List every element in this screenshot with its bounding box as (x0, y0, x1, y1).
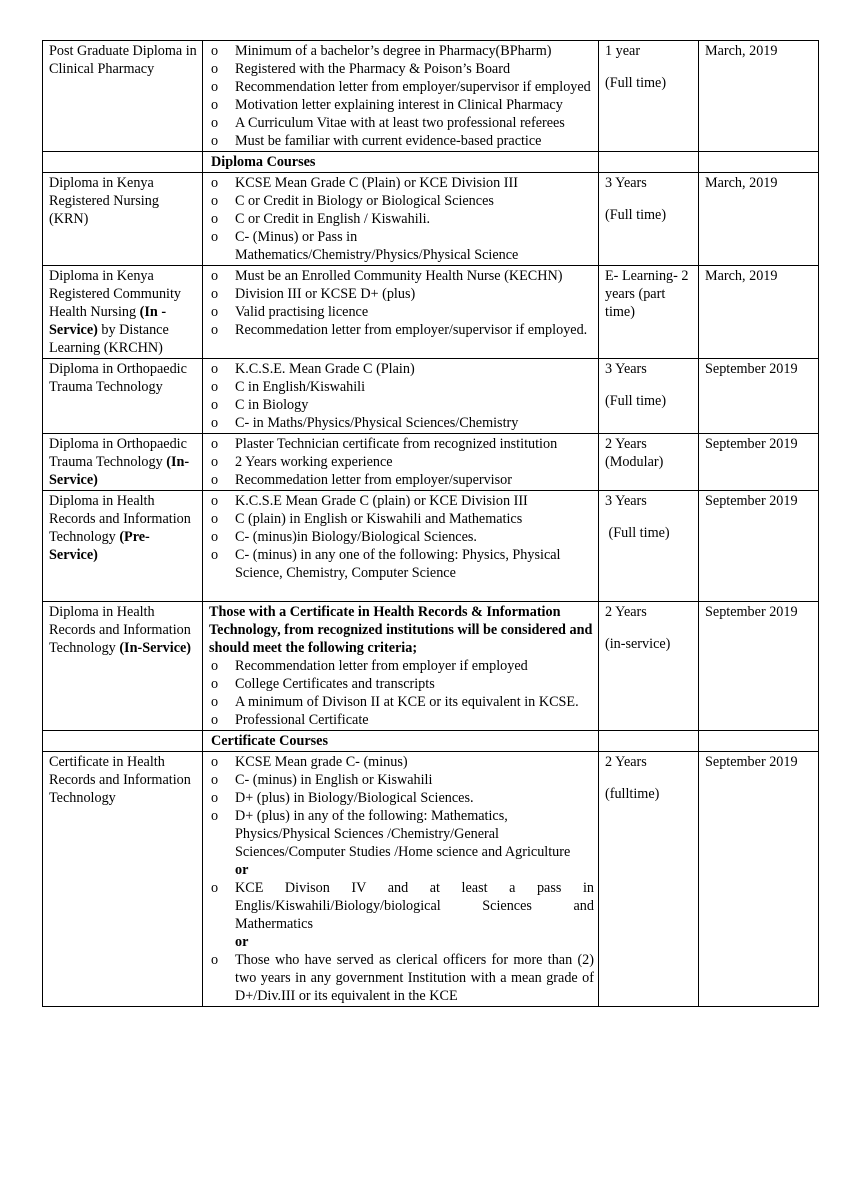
requirement-item: o C or Credit in Biology or Biological Sciences (209, 192, 594, 210)
requirement-item: o Motivation letter explaining interest in Clinical Pharmacy (209, 96, 594, 114)
intake: September 2019 (699, 491, 819, 602)
requirements (203, 266, 599, 359)
duration: 3 Years (Full time) (599, 173, 699, 266)
requirement-item: o C- (minus)in Biology/Biological Sciences. (209, 528, 594, 546)
requirement-item: o C in English/Kiswahili (209, 378, 594, 396)
course-row (43, 752, 819, 1007)
requirement-item: o D+ (plus) in Biology/Biological Sciences. (209, 789, 594, 807)
duration: 3 Years (Full time) (599, 491, 699, 602)
requirement-item: o C- (minus) in English or Kiswahili (209, 771, 594, 789)
requirement-item: o Division III or KCSE D+ (plus) (209, 285, 594, 303)
intake: September 2019 (699, 359, 819, 434)
requirements (203, 173, 599, 266)
or-separator: or (235, 862, 249, 878)
intake: September 2019 (699, 434, 819, 491)
requirement-item: o C or Credit in English / Kiswahili. (209, 210, 594, 228)
requirement-item: o KCSE Mean Grade C (Plain) or KCE Division III (209, 174, 594, 192)
course-name: Diploma in Orthopaedic Trauma Technology (In-Service) (43, 434, 203, 491)
requirements (203, 491, 599, 602)
course-name: Diploma in Kenya Registered Nursing (KRN) (43, 173, 203, 266)
course-name: Diploma in Orthopaedic Trauma Technology (43, 359, 203, 434)
requirement-item: o 2 Years working experience (209, 453, 594, 471)
intake: September 2019 (699, 752, 819, 1007)
requirement-item: o D+ (plus) in any of the following: Mathematics, Physics/Physical Sciences /Chemistry/General Sciences/Computer Studies /Home science and Agriculture (209, 807, 594, 861)
requirement-item: o C (plain) in English or Kiswahili and Mathematics (209, 510, 594, 528)
requirement-item: o Recommedation letter from employer/supervisor if employed. (209, 321, 594, 339)
requirements (203, 359, 599, 434)
course-name: Certificate in Health Records and Information Technology (43, 752, 203, 1007)
requirement-item: o Recommedation letter from employer/supervisor (209, 471, 594, 489)
requirement-item: o Those who have served as clerical officers for more than (2) two years in any government Institution with a mean grade of D+/Div.III or its equivalent in the KCE (209, 951, 594, 1005)
course-row (43, 434, 819, 491)
requirement-item: o Recommendation letter from employer/supervisor if employed (209, 78, 594, 96)
requirements (203, 41, 599, 152)
requirement-item: o K.C.S.E. Mean Grade C (Plain) (209, 360, 594, 378)
course-row (43, 173, 819, 266)
requirement-item: o KCSE Mean grade C- (minus) (209, 753, 594, 771)
requirement-item: o C- (Minus) or Pass in Mathematics/Chemistry/Physics/Physical Science (209, 228, 594, 264)
duration: E- Learning- 2 years (part time) (599, 266, 699, 359)
course-row (43, 41, 819, 152)
requirement-item: o C in Biology (209, 396, 594, 414)
section-title: Certificate Courses (203, 731, 599, 752)
intake: March, 2019 (699, 173, 819, 266)
course-name: Post Graduate Diploma in Clinical Pharmacy (43, 41, 203, 152)
requirement-item: o Must be familiar with current evidence-based practice (209, 132, 594, 150)
requirements (203, 434, 599, 491)
course-name: Diploma in Health Records and Information Technology (In-Service) (43, 602, 203, 731)
requirement-item: o Plaster Technician certificate from recognized institution (209, 435, 594, 453)
section-title: Diploma Courses (203, 152, 599, 173)
duration: 2 Years (fulltime) (599, 752, 699, 1007)
requirement-item: o Must be an Enrolled Community Health Nurse (KECHN) (209, 267, 594, 285)
requirement-item: o C- (minus) in any one of the following: Physics, Physical Science, Chemistry, Computer Science (209, 546, 594, 582)
duration: 1 year (Full time) (599, 41, 699, 152)
requirement-item: o Recommendation letter from employer if employed (209, 657, 594, 675)
intake: March, 2019 (699, 41, 819, 152)
requirements (203, 752, 599, 1007)
intake: March, 2019 (699, 266, 819, 359)
requirement-item: o Registered with the Pharmacy & Poison’s Board (209, 60, 594, 78)
course-row (43, 602, 819, 731)
course-row (43, 266, 819, 359)
course-row (43, 491, 819, 602)
courses-table (42, 40, 819, 1007)
requirement-item: o A Curriculum Vitae with at least two professional referees (209, 114, 594, 132)
requirement-item: o Professional Certificate (209, 711, 594, 729)
duration: 2 Years (Modular) (599, 434, 699, 491)
section-row (43, 731, 819, 752)
requirement-item: o K.C.S.E Mean Grade C (plain) or KCE Division III (209, 492, 594, 510)
intake: September 2019 (699, 602, 819, 731)
or-separator: or (235, 934, 249, 950)
requirement-item: o A minimum of Divison II at KCE or its equivalent in KCSE. (209, 693, 594, 711)
requirement-item: o C- in Maths/Physics/Physical Sciences/Chemistry (209, 414, 594, 432)
requirement-item: o Minimum of a bachelor’s degree in Pharmacy(BPharm) (209, 42, 594, 60)
section-row (43, 152, 819, 173)
requirement-item: o College Certificates and transcripts (209, 675, 594, 693)
requirement-item: o KCE Divison IV and at least a pass in Englis/Kiswahili/Biology/biological Sciences and Mathermatics (209, 879, 594, 933)
criteria-intro: Those with a Certificate in Health Records & Information Technology, from recognized institutions will be considered and should meet the following criteria; (209, 604, 593, 656)
course-name: Diploma in Health Records and Information Technology (Pre-Service) (43, 491, 203, 602)
requirements (203, 602, 599, 731)
duration: 3 Years (Full time) (599, 359, 699, 434)
requirement-item: o Valid practising licence (209, 303, 594, 321)
duration: 2 Years (in-service) (599, 602, 699, 731)
course-row (43, 359, 819, 434)
course-name: Diploma in Kenya Registered Community Health Nursing (In -Service) by Distance Learning (KRCHN) (43, 266, 203, 359)
